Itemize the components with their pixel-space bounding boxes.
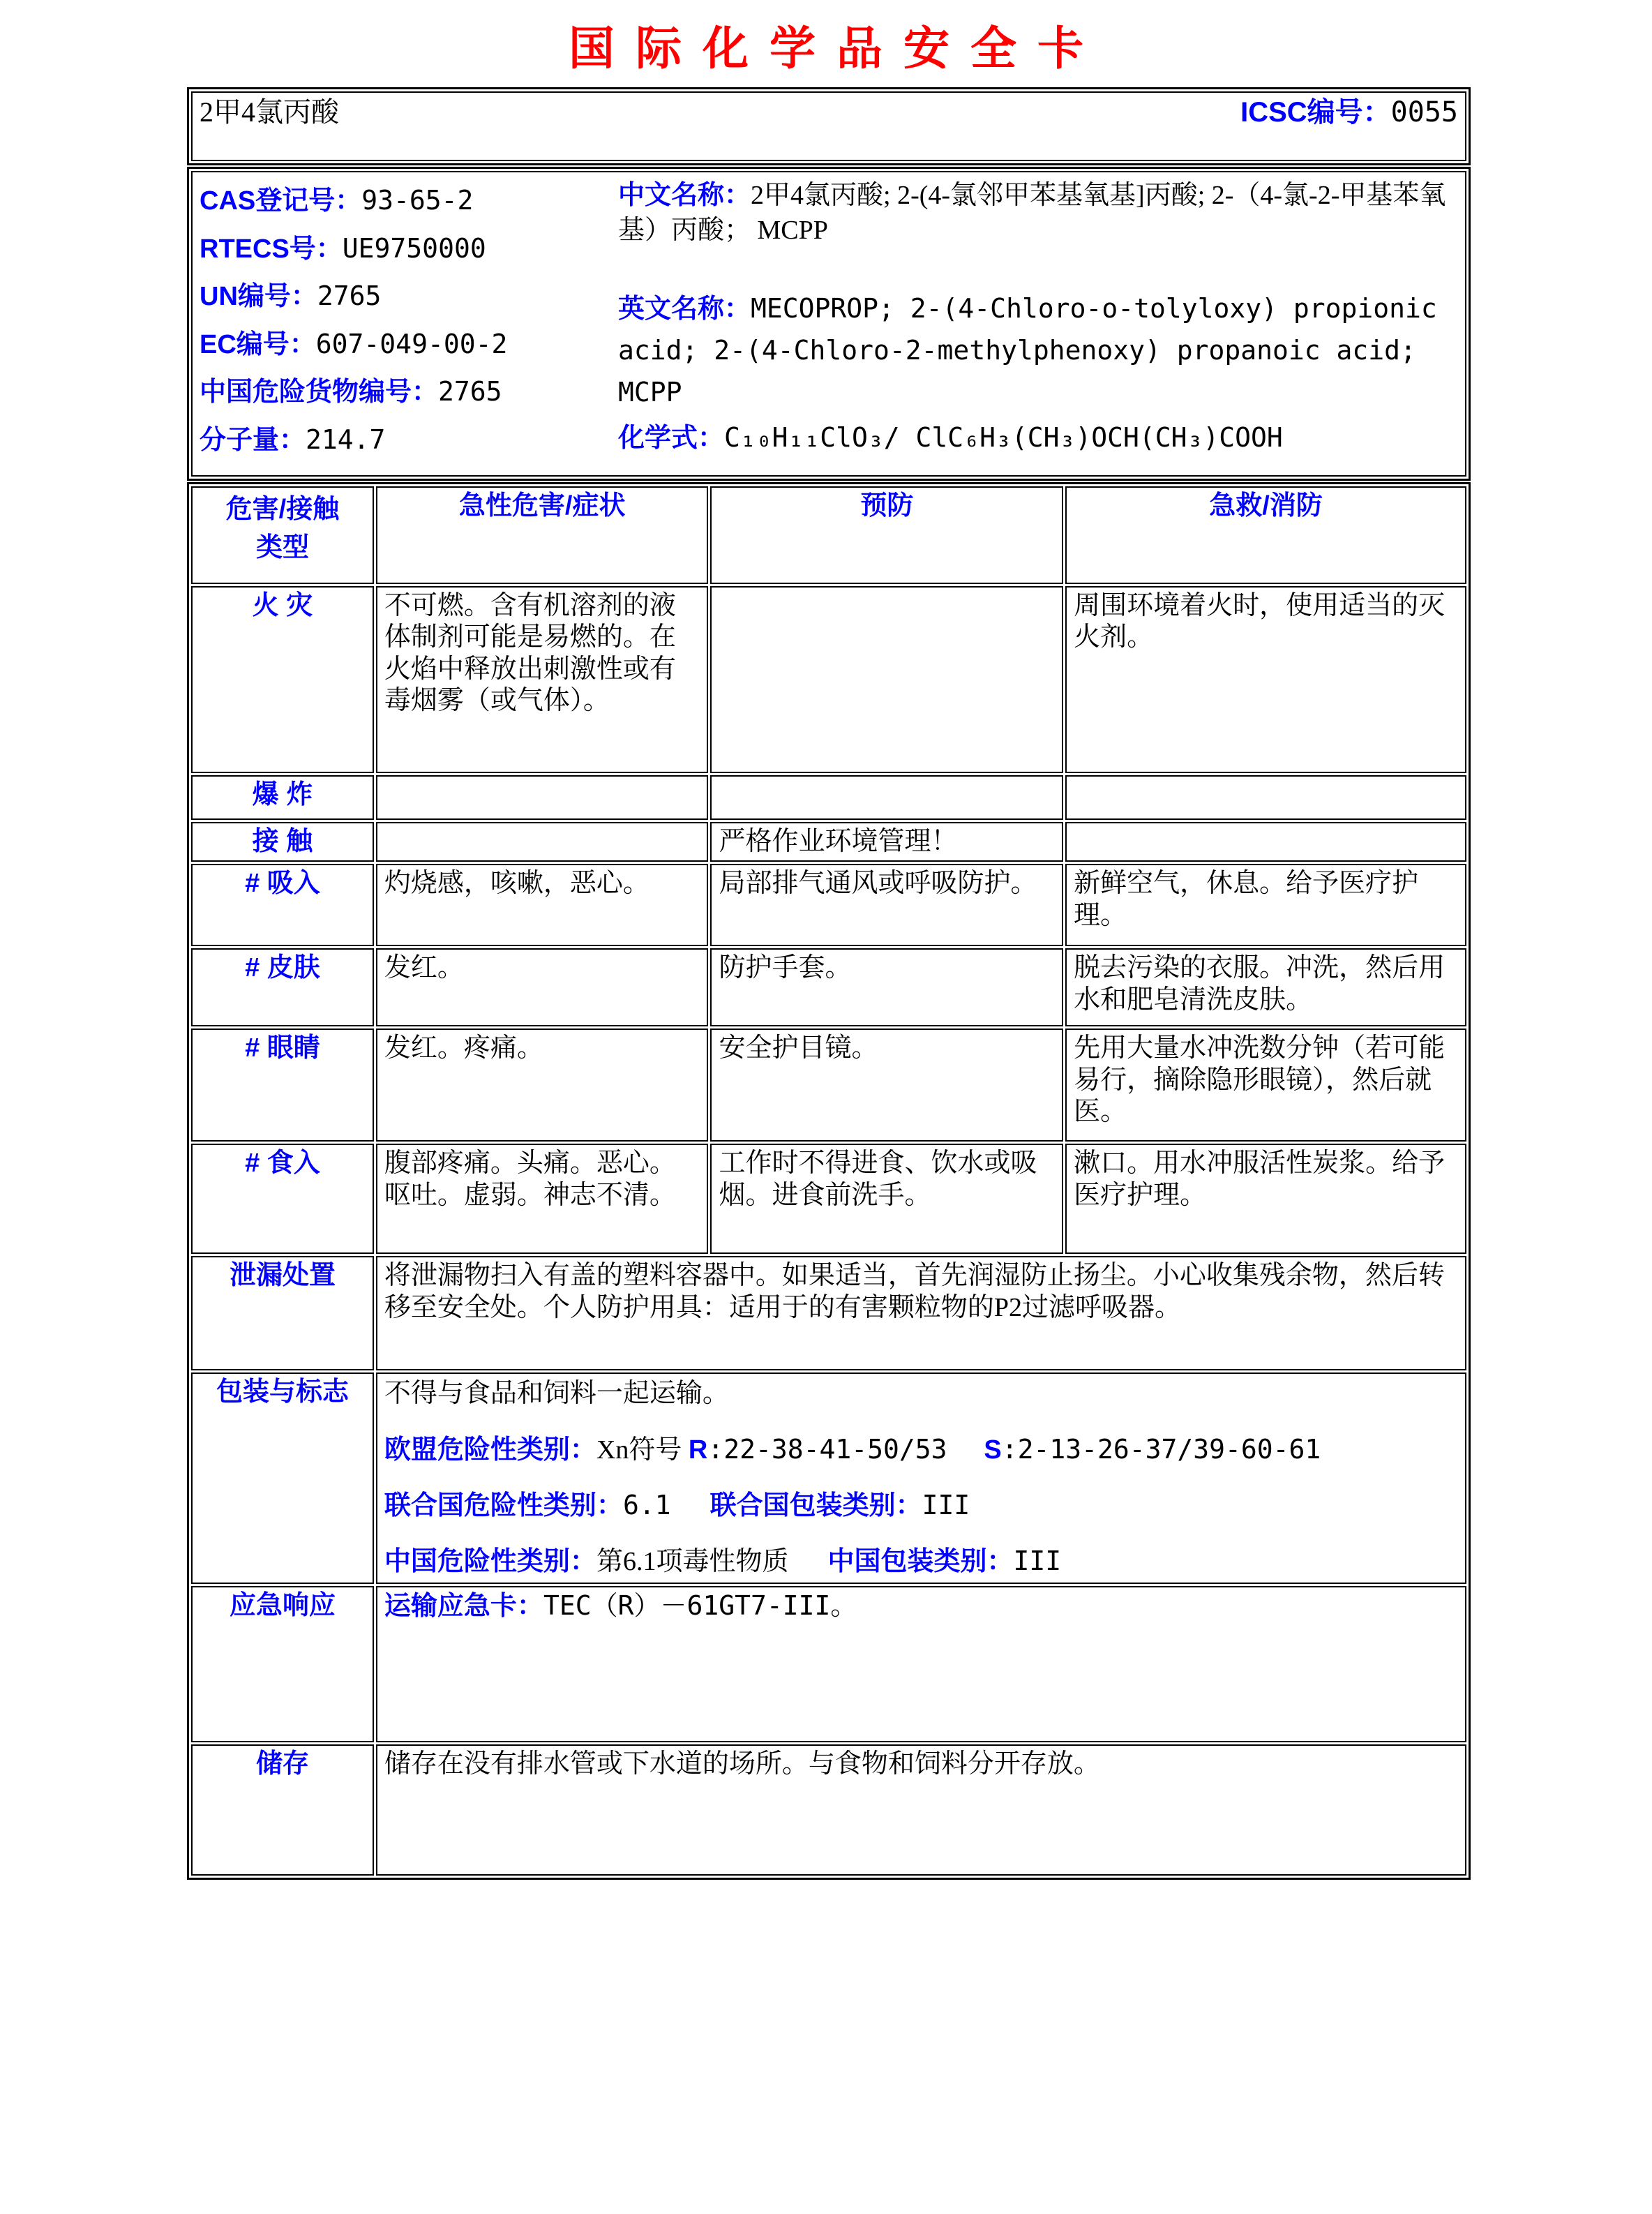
chinese-name-label: 中文名称：	[618, 181, 751, 210]
id-row-un	[200, 281, 618, 313]
english-name-label: 英文名称：	[618, 294, 751, 324]
inhalation-first-aid-cell: 新鲜空气，休息。给予医疗护理。	[1065, 864, 1466, 946]
cas-label: CAS登记号：	[200, 186, 362, 216]
transport-card-label: 运输应急卡：	[384, 1591, 543, 1621]
s-phrase-label: S	[984, 1435, 1002, 1465]
inhalation-symptoms-cell: 灼烧感，咳嗽，恶心。	[376, 864, 709, 946]
exposure-first-aid-cell	[1065, 822, 1466, 862]
hazard-row-fire	[191, 586, 1466, 773]
row-label-storage: 储存	[191, 1744, 374, 1876]
cn-pack-value: III	[1013, 1546, 1062, 1577]
spill-text-cell: 将泄漏物扫入有盖的塑料容器中。如果适当，首先润湿防止扬尘。小心收集残余物，然后转移至安全处。个人防护用具：适用于的有害颗粒物的P2过滤呼吸器。	[376, 1256, 1466, 1370]
section-row-emergency	[191, 1586, 1466, 1742]
un-label: UN编号：	[200, 282, 317, 312]
exposure-prevention-cell: 严格作业环境管理！	[710, 822, 1063, 862]
cn-pack-label: 中国包装类别：	[827, 1547, 1014, 1577]
un-pack-value: III	[922, 1489, 970, 1520]
eyes-first-aid-cell: 先用大量水冲洗数分钟（若可能易行，摘除隐形眼镜），然后就医。	[1065, 1029, 1466, 1142]
id-row-rtecs	[200, 233, 618, 266]
hazard-row-eyes	[191, 1029, 1466, 1142]
hazard-header-row	[191, 486, 1466, 584]
page-title: 国际化学品安全卡	[569, 22, 1104, 74]
ec-value: 607-049-00-2	[315, 328, 508, 359]
hazard-table	[187, 482, 1471, 1880]
row-label-skin: # 皮肤	[191, 948, 374, 1026]
transport-card-value: TEC（R）－61GT7-III。	[543, 1590, 857, 1621]
section-row-storage	[191, 1744, 1466, 1876]
ingestion-first-aid-cell: 漱口。用水冲服活性炭浆。给予医疗护理。	[1065, 1144, 1466, 1254]
id-row-ec	[200, 329, 618, 361]
icsc-number-label: ICSC编号：	[1240, 97, 1391, 128]
card-header-table	[187, 87, 1471, 165]
row-label-packaging: 包装与标志	[191, 1372, 374, 1584]
china-dg-value: 2765	[438, 376, 502, 407]
header-cell-symptoms: 急性危害/症状	[376, 486, 709, 584]
id-row-china-dg	[200, 376, 618, 409]
un-class-value: 6.1	[622, 1489, 671, 1520]
rtecs-label: RTECS号：	[200, 234, 343, 264]
un-pack-label: 联合国包装类别：	[709, 1490, 922, 1520]
formula-text: C₁₀H₁₁ClO₃/ ClC₆H₃(CH₃)OCH(CH₃)COOH	[724, 421, 1283, 453]
explosion-first-aid-cell	[1065, 775, 1466, 820]
un-class-label: 联合国危险性类别：	[384, 1490, 623, 1520]
icsc-number	[1240, 96, 1458, 129]
explosion-symptoms-cell	[376, 775, 709, 820]
card-header-cell	[191, 91, 1466, 161]
r-phrase-value: :22-38-41-50/53	[707, 1433, 963, 1465]
eyes-prevention-cell: 安全护目镜。	[710, 1029, 1063, 1142]
registry-numbers	[200, 175, 618, 472]
formula-label: 化学式：	[618, 423, 725, 453]
hazard-row-skin	[191, 948, 1466, 1026]
row-label-spill: 泄漏处置	[191, 1256, 374, 1370]
r-phrase-label: R	[688, 1435, 708, 1465]
icsc-document-page	[0, 11, 1652, 2214]
chemical-names	[618, 175, 1458, 472]
packaging-cn-line	[384, 1544, 1458, 1579]
ingestion-prevention-cell: 工作时不得进食、饮水或吸烟。进食前洗手。	[710, 1144, 1063, 1254]
icsc-number-value: 0055	[1390, 96, 1458, 128]
product-name: 2甲4氯丙酸	[200, 96, 339, 128]
row-label-eyes: # 眼睛	[191, 1029, 374, 1142]
explosion-prevention-cell	[710, 775, 1063, 820]
hazard-row-explosion	[191, 775, 1466, 820]
id-row-cas	[200, 185, 618, 218]
skin-symptoms-cell: 发红。	[376, 948, 709, 1026]
formula-paragraph	[618, 421, 1458, 456]
inhalation-prevention-cell: 局部排气通风或呼吸防护。	[710, 864, 1063, 946]
hazard-row-ingestion	[191, 1144, 1466, 1254]
packaging-transport-note: 不得与食品和饲料一起运输。	[384, 1379, 729, 1409]
ec-label: EC编号：	[200, 329, 316, 359]
fire-prevention-cell	[710, 586, 1063, 773]
section-row-spill	[191, 1256, 1466, 1370]
header-type-line1: 危害/接触	[225, 494, 340, 524]
skin-first-aid-cell: 脱去污染的衣服。冲洗，然后用水和肥皂清洗皮肤。	[1065, 948, 1466, 1026]
hazard-row-exposure	[191, 822, 1466, 862]
storage-text-cell: 储存在没有排水管或下水道的场所。与食物和饲料分开存放。	[376, 1744, 1466, 1876]
identification-cell	[191, 171, 1466, 477]
fire-symptoms-cell: 不可燃。含有机溶剂的液体制剂可能是易燃的。在火焰中释放出刺激性或有毒烟雾（或气体）。	[376, 586, 709, 773]
packaging-text-cell	[376, 1372, 1466, 1584]
row-label-exposure: 接 触	[191, 822, 374, 862]
china-dg-label: 中国危险货物编号：	[200, 377, 439, 407]
row-label-inhalation: # 吸入	[191, 864, 374, 946]
chinese-name-text: 2甲4氯丙酸; 2-(4-氯邻甲苯基氧基]丙酸; 2-（4-氯-2-甲基苯氧基）丙酸； MCPP	[618, 181, 1446, 246]
molweight-value: 214.7	[306, 424, 386, 455]
hazard-row-inhalation	[191, 864, 1466, 946]
fire-first-aid-cell: 周围环境着火时，使用适当的灭火剂。	[1065, 586, 1466, 773]
english-name-paragraph	[618, 288, 1458, 414]
emergency-text-cell	[376, 1586, 1466, 1742]
row-label-explosion: 爆 炸	[191, 775, 374, 820]
molweight-label: 分子量：	[200, 425, 306, 455]
eyes-symptoms-cell: 发红。疼痛。	[376, 1029, 709, 1142]
header-type-line2: 类型	[255, 532, 309, 562]
section-row-packaging	[191, 1372, 1466, 1584]
eu-symbol: Xn符号	[596, 1435, 689, 1465]
chinese-name-paragraph	[618, 178, 1458, 248]
exposure-symptoms-cell	[376, 822, 709, 862]
packaging-un-line	[384, 1488, 1458, 1523]
eu-class-label: 欧盟危险性类别：	[384, 1435, 596, 1465]
identification-table	[187, 167, 1471, 481]
id-row-molweight	[200, 424, 618, 457]
english-name-text: MECOPROP; 2-(4-Chloro-o-tolyloxy) propionic acid; 2-(4-Chloro-2-methylphenoxy) propanoic acid; MCPP	[618, 293, 1437, 408]
header-cell-prevention: 预防	[710, 486, 1063, 584]
s-phrase-value: :2-13-26-37/39-60-61	[1001, 1433, 1321, 1465]
skin-prevention-cell: 防护手套。	[710, 948, 1063, 1026]
cn-class-value: 第6.1项毒性物质	[596, 1547, 789, 1577]
rtecs-value: UE9750000	[342, 232, 486, 264]
ingestion-symptoms-cell: 腹部疼痛。头痛。恶心。呕吐。虚弱。神志不清。	[376, 1144, 709, 1254]
header-cell-first-aid: 急救/消防	[1065, 486, 1466, 584]
cas-value: 93-65-2	[361, 185, 474, 216]
row-label-fire: 火 灾	[191, 586, 374, 773]
un-value: 2765	[317, 281, 382, 312]
row-label-emergency: 应急响应	[191, 1586, 374, 1742]
row-label-ingestion: # 食入	[191, 1144, 374, 1254]
cn-class-label: 中国危险性类别：	[384, 1547, 596, 1577]
packaging-eu-line	[384, 1433, 1458, 1467]
header-cell-type	[191, 486, 374, 584]
safety-card	[187, 87, 1471, 1880]
